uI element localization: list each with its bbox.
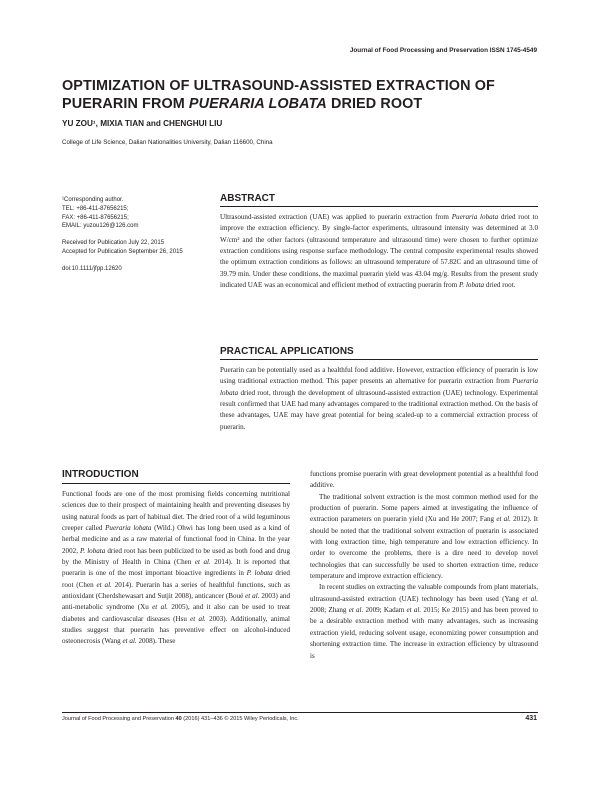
intro-right-para-3: In recent studies on extracting the valuable compounds from plant materials, ultrasound-assisted extraction (UAE) technology has been used (Yang et al. 2008; Zhang et al. 2009; Kadam et al. 2015; Ke 2015) and has been proved to be a desirable extraction method with many advantages, such as increasing extraction yield, reducing solvent usage, economizing power consumption and shortening extraction time. The increase in extraction efficiency by ultrasound is (310, 583, 538, 660)
abstract-text: Ultrasound-assisted extraction (UAE) was applied to puerarin extraction from Pueraria lobata dried root to improve the extraction efficiency. By single-factor experiments, ultrasound intensity was determined at 3.0 W/cm² and the other factors (ultrasound temperature and ultrasound time) were chosen to further optimize extraction conditions using response surface methodology. The central composite experimental results showed the optimum extraction conditions as follows: an ultrasound temperature of 57.82C and an ultrasound time of 39.79 min. Under these conditions, the maximal puerarin yield was 43.04 mg/g. Results from the present study indicated UAE was an economical and efficient method of extracting puerarin from P. lobata dried root. (220, 213, 539, 290)
abstract-rule (220, 206, 538, 207)
practical-applications-text: Puerarin can be potentially used as a healthful food additive. However, extraction efficiency of puerarin is low using traditional extraction method. This paper presents an alternative for puerarin extraction from Pueraria lobata dried root, through the development of ultrasound-assisted extraction (UAE) technology. Experimental result confirmed that UAE had many advantages compared to the traditional extraction method. On the basis of these advantages, UAE may have great potential for being scaled-up to a commercial extraction process of puerarin. (220, 366, 538, 431)
fax: FAX: +86-411-87656215; (62, 214, 129, 221)
accepted-date: Accepted for Publication September 26, 2015 (62, 248, 183, 255)
telephone: TEL: +86-411-87656215; (62, 205, 129, 212)
email[interactable]: EMAIL: yuzou126@126.com (62, 223, 139, 230)
title-line-1: OPTIMIZATION OF ULTRASOUND-ASSISTED EXTRACTION OF (62, 78, 495, 94)
article-title (62, 77, 542, 113)
article-info-sidebar (62, 196, 202, 274)
title-line-2-suffix: DRIED ROOT (326, 96, 423, 112)
introduction-left-column: Functional foods are one of the most promising fields concerning nutritional sciences due to their prospect of maintaining health and preventing diseases by using natural foods as part of habitual diet. The dried root of a wild leguminous creeper called Pueraria lobata (Wild.) Ohwi has long been used as a kind of herbal medicine and as a raw material of functional food in China. In the year 2002, P. lobata dried root has been publicized to be used as both food and drug by the Ministry of Health in China (Chen et al. 2014). It is reported that puerarin is one of the most important bioactive ingredients in P. lobata dried root (Chen et al. 2014). Puerarin has a series of healthful functions, such as antioxidant (Cherdshewasart and Sutjit 2008), anticancer (Boué et al. 2003) and anti-metabolic syndrome (Xu et al. 2005), and it also can be used to treat diabetes and cardiovascular diseases (Hsu et al. 2003). Additionally, animal studies suggest that puerarin has preventive effect on alcohol-induced osteonecrosis (Wang et al. 2008). These (62, 490, 291, 646)
doi[interactable]: doi:10.1111/jfpp.12620 (62, 265, 122, 272)
introduction-right-column (310, 469, 538, 662)
journal-header: Journal of Food Processing and Preservation ISSN 1745-4549 (349, 47, 537, 54)
author-list: YU ZOU¹, MIXIA TIAN and CHENGHUI LIU (62, 119, 223, 128)
practical-rule (220, 359, 538, 360)
practical-applications-heading: PRACTICAL APPLICATIONS (220, 346, 354, 357)
page-number: 431 (525, 715, 537, 722)
corresponding-author: ¹Corresponding author. (62, 197, 124, 203)
affiliation: College of Life Science, Dalian Nationalities University, Dalian 116600, China (62, 139, 273, 146)
intro-right-para-2: The traditional solvent extraction is the most common method used for the production of puerarin. Some papers aimed at investigating the influence of extraction parameters on puerarin yield (Xu and He 2007; Fang et al. 2012). It should be noted that the traditional solvent extraction of puerarin is associated with long extraction time, high temperature and low extraction efficiency. In order to overcome the problems, there is a dire need to develop novel technologies that can successfully be used to shorten extraction time, reduce temperature and improve extraction efficiency. (310, 492, 538, 581)
introduction-heading: INTRODUCTION (62, 469, 139, 480)
introduction-rule (62, 483, 290, 484)
title-species: PUERARIA LOBATA (188, 96, 327, 112)
intro-right-para-1: functions promise puerarin with great development potential as a healthful food additive. (310, 470, 538, 490)
footer-citation: Journal of Food Processing and Preservation 40 (2016) 431–436 © 2015 Wiley Periodicals, Inc. (62, 716, 299, 722)
title-line-2-prefix: PUERARIN FROM (62, 96, 189, 112)
footer-rule (62, 712, 538, 713)
received-date: Received for Publication July 22, 2015 (62, 240, 165, 247)
abstract-heading: ABSTRACT (220, 193, 275, 204)
title-line-2 (62, 95, 542, 113)
